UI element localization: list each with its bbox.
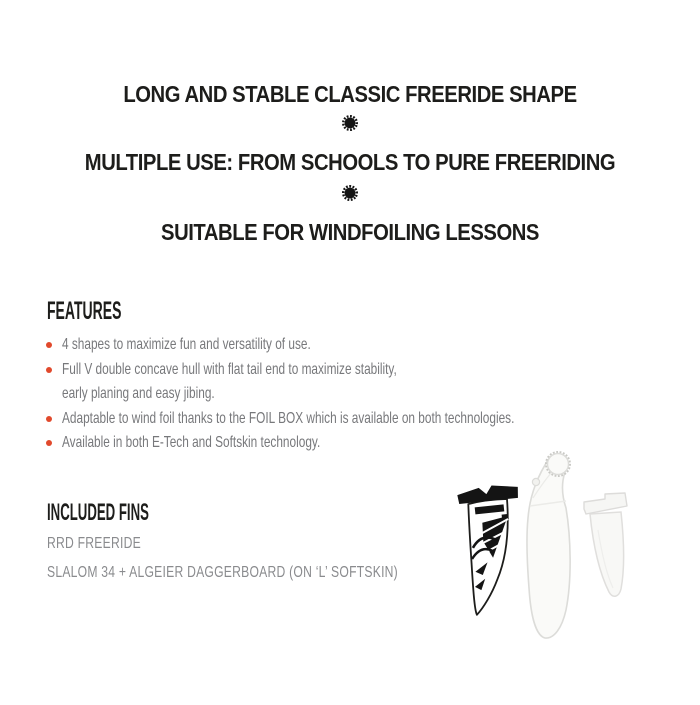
feature-item [46,333,673,358]
headline-use: MULTIPLE USE: FROM SCHOOLS TO PURE FREERIDING [84,149,616,175]
feature-item [46,407,673,432]
included-fin-name: RRD FREERIDE [47,535,141,552]
headline-lessons: SUITABLE FOR WINDFOILING LESSONS [161,219,539,245]
bullet-dot-icon [46,342,52,348]
bullet-dot-icon [46,367,52,373]
feature-item [46,358,673,407]
feature-text: Full V double concave hull with flat tail end to maximize stability, [62,360,397,378]
scribble-dot-icon [341,114,359,132]
bullet-dot-icon [46,440,52,446]
scribble-dot-icon [341,184,359,202]
bullet-dot-icon [46,416,52,422]
feature-text: early planing and easy jibing. [62,385,215,402]
slalom-fin [584,493,627,596]
freeride-fin [457,483,531,616]
daggerboard [527,452,570,638]
features-title: FEATURES [47,297,122,325]
included-fins-photo [440,440,700,700]
included-fin-name: SLALOM 34 + ALGEIER DAGGERBOARD (ON ‘L’ SOFTSKIN) [47,564,398,581]
headline-shape: LONG AND STABLE CLASSIC FREERIDE SHAPE [123,81,577,107]
feature-text: 4 shapes to maximize fun and versatility of use. [62,336,311,353]
feature-text: Adaptable to wind foil thanks to the FOIL BOX which is available on both technologies. [62,409,515,427]
features-list [46,333,673,456]
feature-text: Available in both E-Tech and Softskin technology. [62,434,321,451]
included-fins-title: INCLUDED FINS [47,499,149,526]
